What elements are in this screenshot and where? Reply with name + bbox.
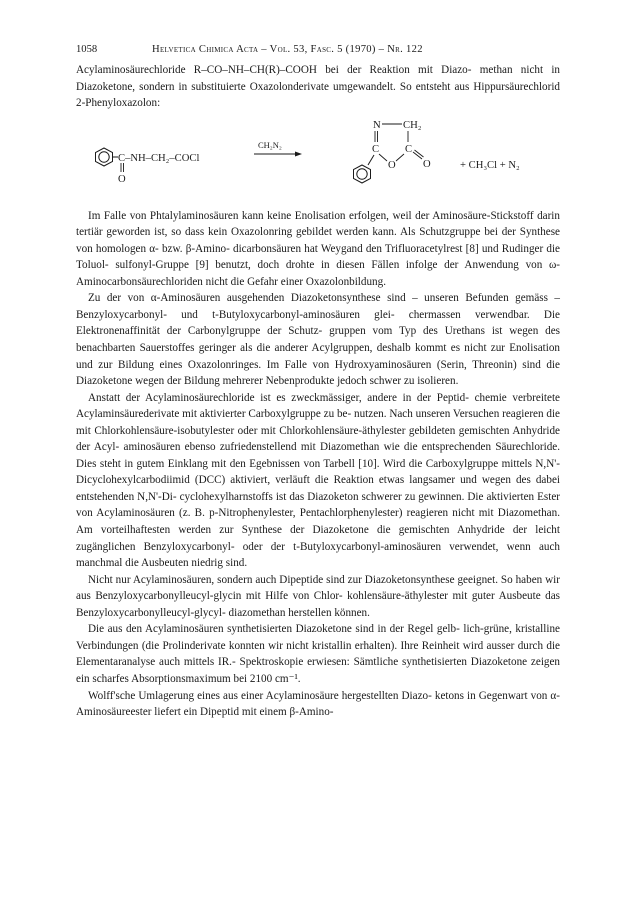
text-line: Im Falle von Phtalylaminosäuren kann keine Enolisation erfolgen, weil der	[88, 209, 430, 222]
text-line: dicarbonsäuren hat Weygand den Trifluoracetylrest [8] und Rudinger die Toluol-	[76, 242, 561, 272]
text-line: nicht mit Diazomethan. Am vorteilhaftesten werden zur Synthese der Diazoketone	[76, 507, 560, 537]
byproducts: + CH₃Cl + N₂	[460, 159, 520, 171]
text-line: chemie verbreitete Acylaminsäurederivate mit aktivierter Carboxylgruppe zu be-	[76, 391, 560, 421]
text-line: aminosäuren ebenso zufriedenstellend mit Diazomethan wie die entsprechenden	[123, 441, 492, 454]
reaction-scheme	[76, 112, 560, 208]
text-line: Nicht nur Acylaminosäuren, sondern auch Dipeptide sind zur Diazoketonsynthese	[88, 573, 455, 586]
ring-oxygen: O	[388, 159, 396, 171]
ring-ch2: CH₂	[403, 119, 422, 131]
reactant-chain: C–NH–CH₂–COCl	[118, 152, 200, 164]
text-line: oder mit Chlorkohlensäure-äthylester gebildeten gemischten Anhydride der Acyl-	[76, 424, 560, 454]
text-line: Wird die Carboxylgruppe mittels N,N'-Dicyclohexylcarbodiimid (DCC) aktiviert,	[76, 457, 560, 487]
ring-carbon-2: C	[372, 143, 380, 155]
reactant-carbonyl-oxygen: O	[118, 173, 126, 185]
text-line: chermassen verwendbar. Die Elektronenaffinität der Carbonylgruppe der Schutz-	[76, 308, 560, 338]
text-line: Anstatt der Acylaminosäurechloride ist es zweckmässiger, andere in der Peptid-	[88, 391, 469, 404]
text-line: erhalten). Ihre Reinheit wird ausser durch die Elementaranalyse auch mittels IR.-	[76, 639, 560, 669]
running-header	[76, 43, 560, 57]
text-line: t-Butyloxycarbonyl-aminosäuren verwendet, wenn auch manchmal die Ausbeuten	[76, 540, 560, 570]
text-line: Absorptionsmaximum bei 2100 cm⁻¹.	[131, 672, 301, 685]
text-line: als die anderer Acylgruppen, deshalb kommt es nicht zur Enolisation und zur Bildung	[76, 342, 560, 371]
text-line: Spektroskopie erwiesen: Sämtliche synthetisierten Diazoketone zeigen ein scharfes	[76, 656, 560, 685]
running-title: Helvetica Chimica Acta – Vol. 53, Fasc. 5 (1970) – Nr. 122	[152, 44, 423, 55]
text-line: So entsteht aus Hippursäurechlorid 2-Phenyloxazolon:	[76, 80, 561, 110]
ring-nitrogen: N	[373, 119, 381, 131]
text-line: eines Oxazolonringes. Im Falle von Hydroxyaminosäuren (Serin, Threonin) sind die	[159, 358, 560, 371]
page-number: 1058	[76, 44, 98, 55]
reaction-scheme-drawing	[76, 112, 560, 208]
paragraph	[76, 390, 560, 572]
text-line: Acylaminosäurechloride R–CO–NH–CH(R)–COOH bei der Reaktion mit Diazo-	[76, 64, 472, 76]
text-line: von ω-Aminocarbonsäurechloriden nicht die Gefahr einer Oxazolonbildung.	[76, 259, 560, 288]
intro-paragraph	[76, 62, 560, 112]
text-line: geeignet. So haben wir aus Benzyloxycarbonylleucyl-glycin mit Hilfe von Chlor-	[76, 573, 560, 603]
text-line: Diazoketone wegen der Bildung mehrerer Nebenprodukte jedoch schwer zu isolieren.	[76, 375, 459, 388]
text-line: Aminosäure-Stickstoff darin tertiär geworden ist, so dass kein Oxazolonring gebildet	[76, 209, 560, 239]
paragraph	[76, 290, 560, 389]
text-line: Die aus den Acylaminosäuren synthetisierten Diazoketone sind in der Regel gelb-	[88, 623, 460, 636]
text-line: lich-grüne, kristalline Verbindungen (die Prolinderivate konnten wir nicht kristallin	[76, 623, 560, 652]
text-line: cyclohexylharnstoffs ist das Diazoketon schwerer zu gewinnen. Die aktivierten Ester	[179, 490, 560, 503]
text-line: diazomethan herstellen können.	[228, 606, 370, 619]
text-line: sulfonyl-Gruppe [9] benutzt, doch drohte in diesen Fällen infolge der Anwendung	[115, 259, 519, 272]
text-line: von Acylaminosäuren (z. B. p-Nitrophenylester, Pentachlorphenylester) reagieren	[76, 507, 449, 520]
paragraph	[76, 688, 560, 721]
text-line: gruppen vom Typ des Urethans ist wegen des benachbarten Sauerstoffes geringer	[76, 325, 560, 355]
benzene-ring-reactant	[96, 148, 113, 166]
text-line: Zu der von α-Aminosäuren ausgehenden Diazoketonsynthese sind – unseren	[88, 292, 459, 305]
text-line: werden kann. Als Schutzgruppe bei der Synthese von homologen α- bzw. β-Amino-	[76, 226, 560, 255]
reagent-label: CH₂N₂	[258, 139, 282, 150]
benzene-ring-product	[354, 165, 371, 183]
text-line: Befunden gemäss – Benzyloxycarbonyl- und t-Butyloxycarbonyl-aminosäuren glei-	[76, 292, 560, 321]
text-line: die gemischten Anhydride der leicht zugänglichen Benzyloxycarbonyl- oder der	[76, 524, 560, 553]
article-body	[76, 62, 560, 721]
text-line: ketons in Gegenwart von α-Aminosäureester liefert ein Dipeptid mit einem β-Amino-	[76, 689, 560, 719]
text-line: nutzen. Nach unseren Versuchen reagieren die mit Chlorkohlensäure-isobutylester	[76, 408, 560, 437]
paragraph	[76, 621, 560, 687]
text-line: Wolff'sche Umlagerung eines aus einer Acylaminosäure hergestellten Diazo-	[88, 689, 432, 702]
text-line: methan nicht in Diazoketone, sondern in substituierte Oxazolonderivate umgewandelt.	[76, 64, 560, 93]
text-line: niedrig sind.	[191, 557, 248, 570]
text-line: Säurechloride. Dies steht in gutem Einklang mit den Egebnissen von Tarbell [10].	[76, 441, 560, 470]
paragraph	[76, 572, 560, 622]
paragraph	[76, 208, 560, 291]
reaction-arrow	[254, 151, 302, 156]
exocyclic-oxygen: O	[423, 158, 431, 170]
text-line: verläuft die Reaktion etwas langsamer und wegen des dabei entstehenden N,N'-Di-	[76, 474, 560, 503]
text-line: kohlensäure-äthylester mit guter Ausbeute das Benzyloxycarbonylleucyl-glycyl-	[76, 590, 560, 619]
ring-carbon-5: C	[405, 143, 413, 155]
